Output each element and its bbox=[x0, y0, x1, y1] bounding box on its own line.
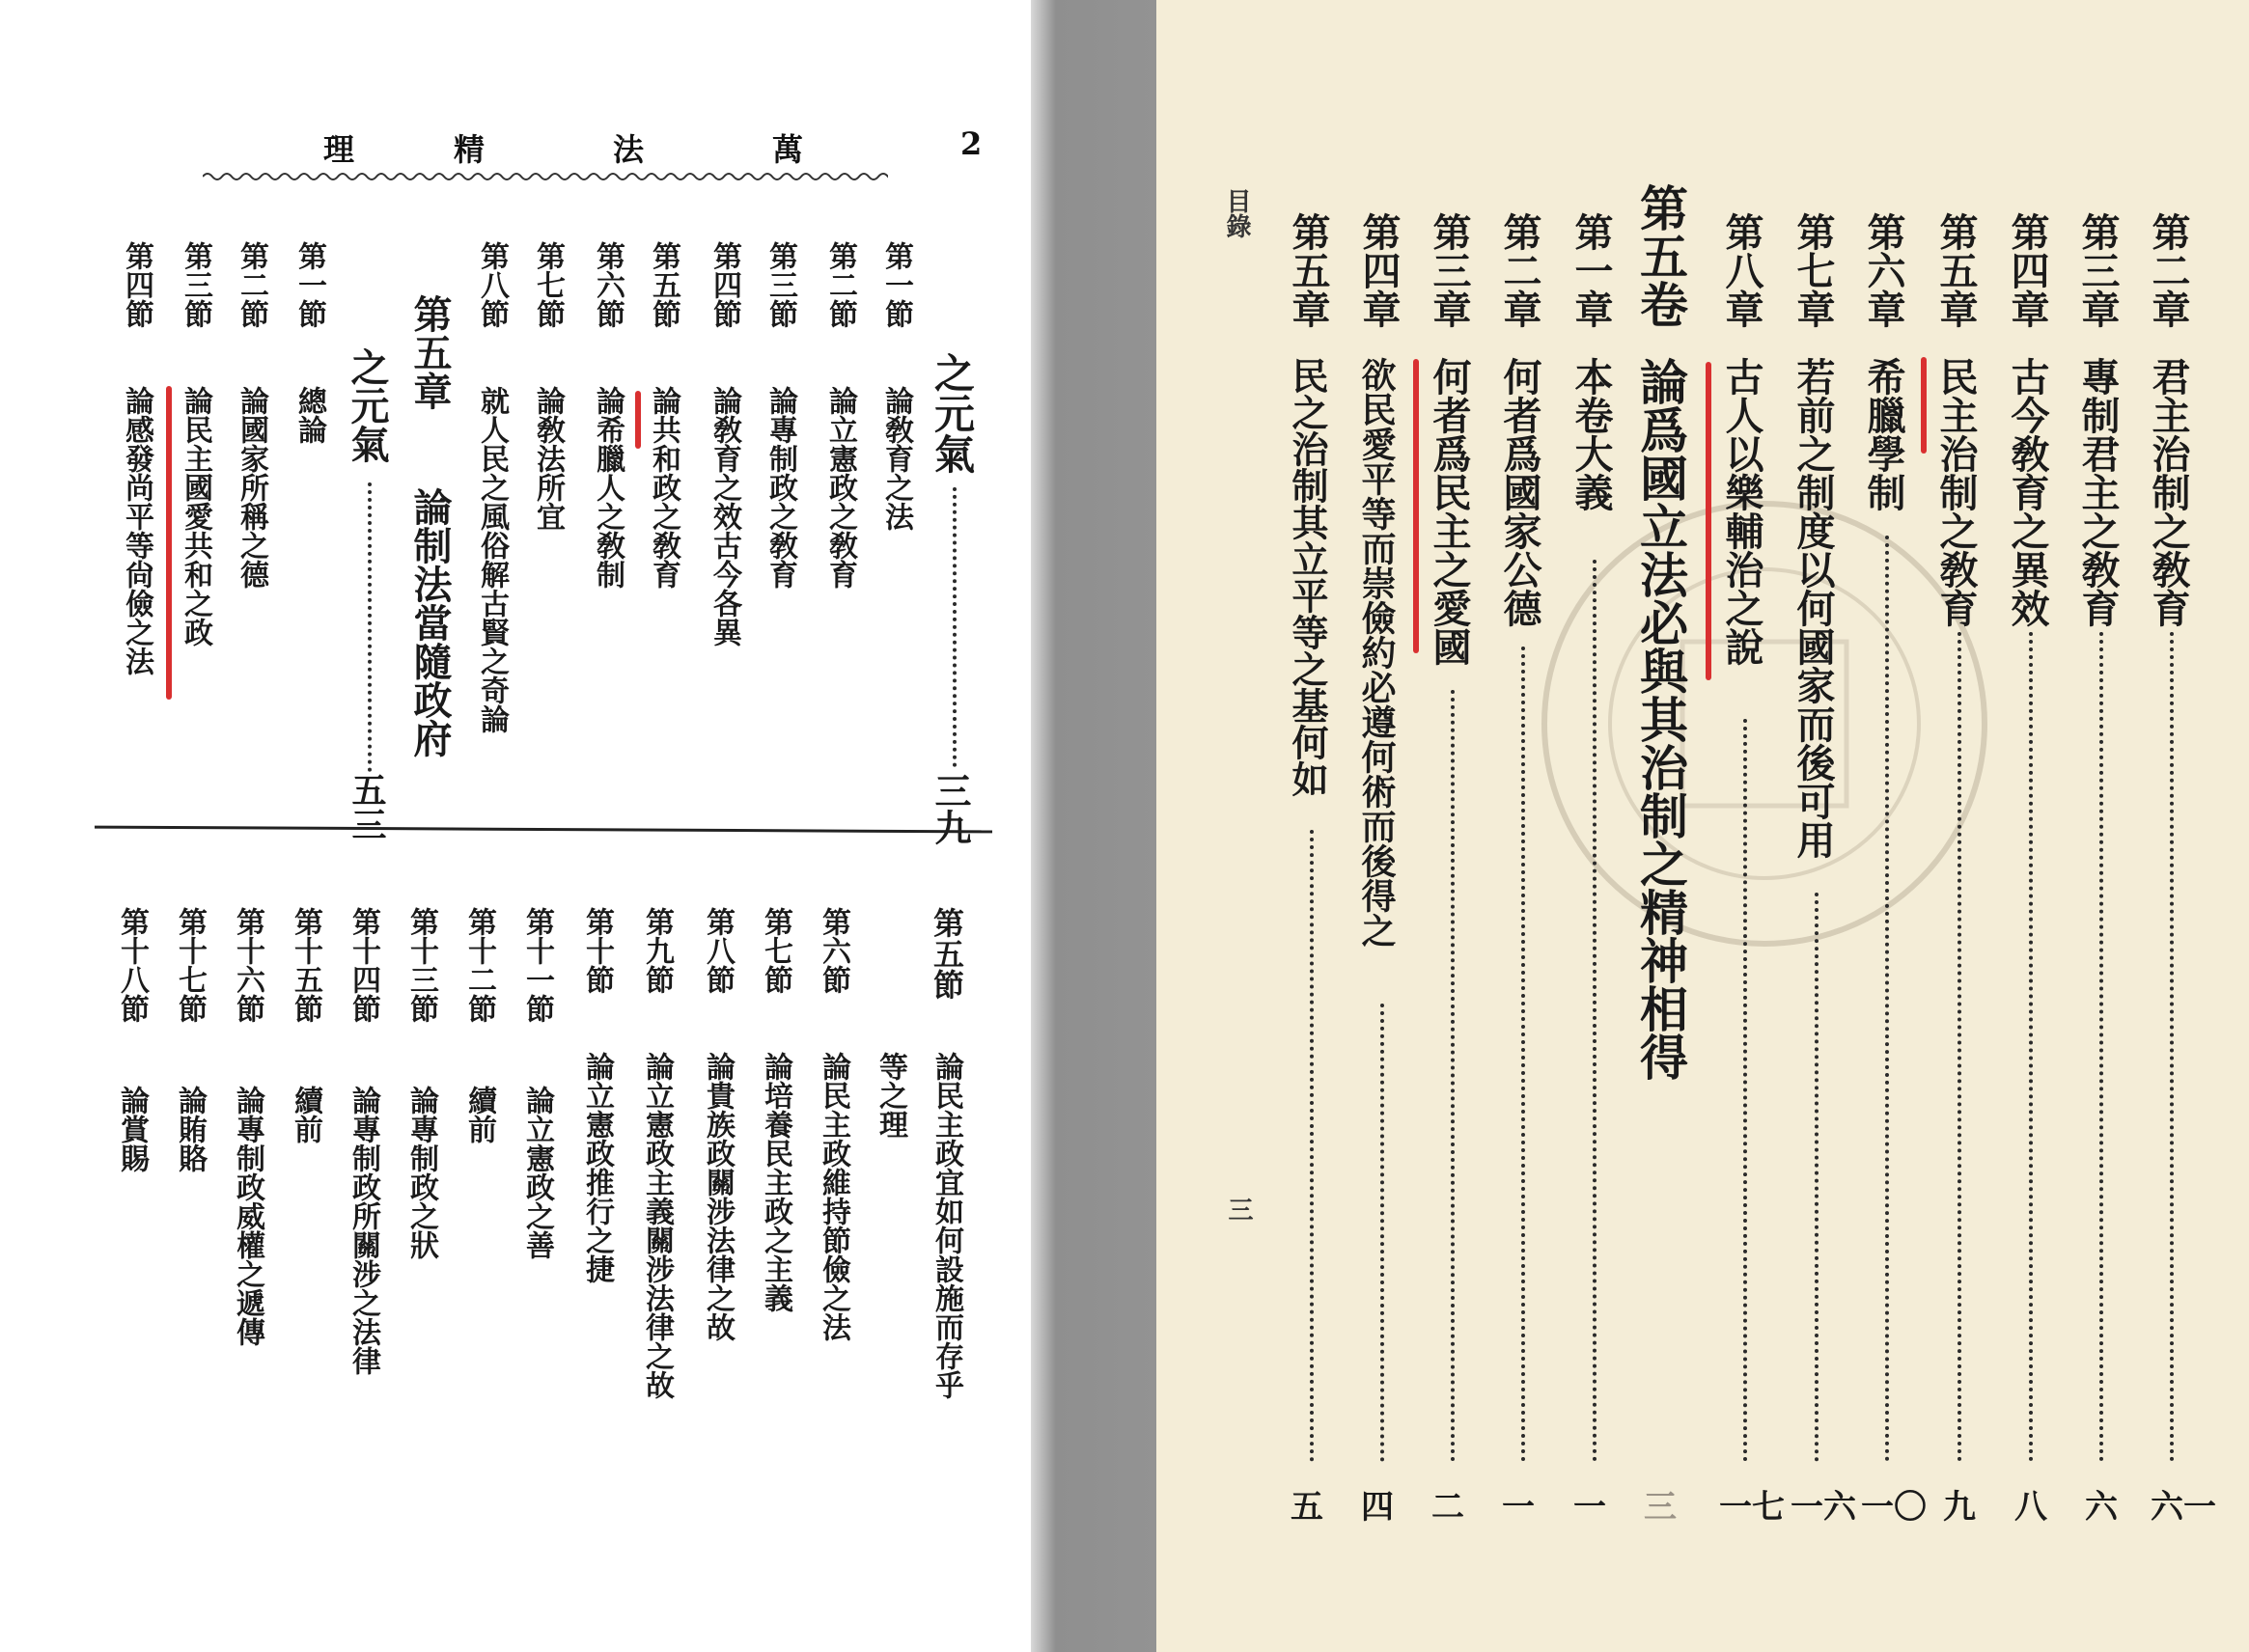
leader-dots bbox=[1593, 560, 1597, 1462]
section-title: 論敎育之法 bbox=[879, 386, 913, 531]
chapter-label: 第五章 bbox=[1933, 212, 1979, 328]
chapter-title: 何者爲國家公德 bbox=[1497, 357, 1542, 627]
section-label: 第十七節 bbox=[173, 907, 207, 1023]
section-title: 續前 bbox=[289, 1086, 322, 1143]
leader-dots bbox=[368, 482, 372, 772]
page-ref: 六一 bbox=[2151, 1488, 2216, 1527]
section-label: 第十五節 bbox=[289, 907, 322, 1023]
margin-label: 目錄 bbox=[1222, 188, 1251, 238]
section-label: 第七節 bbox=[531, 241, 565, 328]
chapter-title: 民主治制之敎育 bbox=[1933, 357, 1979, 627]
section-label: 第四節 bbox=[120, 241, 153, 328]
section-label: 第七節 bbox=[759, 907, 792, 994]
chapter-title: 專制君主之敎育 bbox=[2075, 357, 2121, 627]
chapter-label: 第四章 bbox=[1356, 212, 1402, 328]
section-title: 論敎法所宜 bbox=[531, 386, 565, 531]
page-ref: 一七 bbox=[1719, 1488, 1785, 1527]
leader-dots bbox=[1957, 632, 1961, 1462]
chapter-label: 第四章 bbox=[2005, 212, 2050, 328]
section-title: 論培養民主政之主義 bbox=[759, 1052, 792, 1312]
volume-label: 第五卷 bbox=[1632, 183, 1689, 328]
leader-dots bbox=[1380, 1004, 1384, 1462]
running-title-char-4: 理 bbox=[323, 131, 355, 168]
section-title: 論立憲政之善 bbox=[520, 1086, 554, 1259]
section-title: 論感發尚平等尙儉之法 bbox=[120, 386, 153, 675]
section-title-continuation: 等之理 bbox=[874, 1052, 907, 1139]
page-ref: 五 bbox=[1291, 1488, 1323, 1527]
highlight-mark bbox=[1706, 362, 1711, 680]
page-ref: 五三 bbox=[347, 772, 387, 841]
leader-dots bbox=[1743, 719, 1747, 1462]
section-title: 論立憲政主義關涉法律之故 bbox=[640, 1052, 674, 1399]
leader-dots bbox=[953, 487, 957, 767]
leader-dots bbox=[2029, 632, 2033, 1462]
section-label: 第八節 bbox=[701, 907, 735, 994]
chapter-label: 第五章 bbox=[1286, 212, 1331, 328]
highlight-mark bbox=[1413, 359, 1419, 653]
page-ref: 六 bbox=[2085, 1488, 2118, 1527]
chapter-label: 第二章 bbox=[2146, 212, 2191, 328]
section-label: 第八節 bbox=[475, 241, 509, 328]
section-label: 第十二節 bbox=[462, 907, 496, 1023]
section-label: 第二節 bbox=[823, 241, 857, 328]
section-title: 論貴族政關涉法律之故 bbox=[701, 1052, 735, 1341]
page-ref: 一〇 bbox=[1861, 1488, 1927, 1527]
chapter-title: 古今敎育之異效 bbox=[2005, 357, 2050, 627]
section-label: 第二節 bbox=[235, 241, 268, 328]
section-label: 第五節 bbox=[647, 241, 680, 328]
leader-dots bbox=[1451, 690, 1455, 1462]
section-label: 第三節 bbox=[179, 241, 212, 328]
chapter-title: 君主治制之敎育 bbox=[2146, 357, 2191, 627]
section-label: 第三節 bbox=[764, 241, 797, 328]
section-title: 論專制政所關涉之法律 bbox=[347, 1086, 380, 1375]
section-title: 就人民之風俗解古賢之奇論 bbox=[475, 386, 509, 733]
section-label: 第十三節 bbox=[404, 907, 438, 1023]
section-label: 第九節 bbox=[640, 907, 674, 994]
chapter-label: 第一章 bbox=[1569, 212, 1614, 328]
section-title: 論敎育之效古今各異 bbox=[708, 386, 741, 647]
section-title: 續前 bbox=[462, 1086, 496, 1143]
chapter-title-continuation: 之元氣 bbox=[345, 347, 390, 463]
highlight-mark bbox=[635, 391, 641, 449]
running-title-char-3: 精 bbox=[454, 131, 486, 168]
section-label: 第一節 bbox=[879, 241, 913, 328]
chapter-label: 第二章 bbox=[1497, 212, 1542, 328]
page-ref: 九 bbox=[1943, 1488, 1976, 1527]
section-label: 第十八節 bbox=[115, 907, 149, 1023]
chapter-title: 論制法當隨政府 bbox=[407, 487, 453, 757]
section-title: 論民主政維持節儉之法 bbox=[817, 1052, 850, 1341]
chapter-title: 民之治制其立平等之基何如 bbox=[1286, 357, 1329, 797]
section-label: 第六節 bbox=[591, 241, 625, 328]
section-title: 論民主政宜如何設施而存乎 bbox=[930, 1052, 963, 1399]
section-title: 論共和政之敎育 bbox=[647, 386, 680, 589]
section-label: 第十六節 bbox=[231, 907, 264, 1023]
section-label: 第四節 bbox=[708, 241, 741, 328]
leader-dots bbox=[2099, 632, 2103, 1462]
highlight-mark bbox=[1921, 357, 1927, 454]
chapter-title: 若前之制度以何國家而後可用 bbox=[1791, 357, 1836, 859]
header-wavy-rule bbox=[203, 170, 888, 183]
leader-dots bbox=[1521, 647, 1525, 1462]
section-title: 論專制政之狀 bbox=[404, 1086, 438, 1259]
section-title: 總論 bbox=[292, 386, 326, 444]
left-page bbox=[0, 0, 1031, 1652]
page-ref: 二 bbox=[1431, 1488, 1464, 1527]
running-title-char-2: 法 bbox=[613, 131, 645, 168]
chapter-label: 第五章 bbox=[407, 294, 453, 410]
highlight-mark bbox=[166, 386, 172, 700]
section-title: 論專制政之敎育 bbox=[764, 386, 797, 589]
leader-dots bbox=[1310, 830, 1314, 1462]
chapter-title: 希臘學制 bbox=[1861, 357, 1906, 511]
section-label: 第十一節 bbox=[520, 907, 554, 1023]
section-title: 論國家所稱之德 bbox=[235, 386, 268, 589]
page-ref: 三 bbox=[1644, 1488, 1677, 1527]
section-label: 第十節 bbox=[580, 907, 614, 994]
section-title: 論民主國愛共和之政 bbox=[179, 386, 212, 647]
right-page bbox=[1156, 0, 2249, 1652]
section-label: 第十四節 bbox=[347, 907, 380, 1023]
section-title: 論賄賂 bbox=[173, 1086, 207, 1172]
leader-dots bbox=[2170, 632, 2174, 1462]
page-ref: 八 bbox=[2014, 1488, 2047, 1527]
chapter-title: 何者爲民主之愛國 bbox=[1427, 357, 1472, 666]
section-title: 論希臘人之敎制 bbox=[591, 386, 625, 589]
page-number: 2 bbox=[960, 125, 983, 162]
chapter-label: 第三章 bbox=[1427, 212, 1472, 328]
page-ref: 一 bbox=[1573, 1488, 1606, 1527]
leader-dots bbox=[1885, 536, 1889, 1462]
chapter-label: 第七章 bbox=[1791, 212, 1836, 328]
book-gutter bbox=[1031, 0, 1156, 1652]
section-label: 第五節 bbox=[929, 907, 965, 1000]
chapter-label: 第八章 bbox=[1719, 212, 1764, 328]
section-title: 論賞賜 bbox=[115, 1086, 149, 1172]
section-title: 論立憲政之敎育 bbox=[823, 386, 857, 589]
chapter-label: 第六章 bbox=[1861, 212, 1906, 328]
section-label: 第一節 bbox=[292, 241, 326, 328]
section-title: 論立憲政推行之捷 bbox=[580, 1052, 614, 1283]
page-ref: 三九 bbox=[929, 772, 972, 845]
folio: 三 bbox=[1224, 1197, 1253, 1222]
section-title: 論專制政威權之遞傳 bbox=[231, 1086, 264, 1346]
library-stamp bbox=[1538, 497, 1991, 950]
page-ref: 四 bbox=[1361, 1488, 1394, 1527]
entry-continuation: 之元氣 bbox=[929, 352, 976, 474]
chapter-title: 欲民愛平等而崇儉約必遵何術而後得之 bbox=[1356, 357, 1397, 948]
chapter-label: 第三章 bbox=[2075, 212, 2121, 328]
section-divider bbox=[95, 826, 992, 834]
page-ref: 一 bbox=[1502, 1488, 1535, 1527]
leader-dots bbox=[1815, 893, 1819, 1462]
chapter-title: 古人以樂輔治之說 bbox=[1719, 357, 1764, 666]
running-title-char-1: 萬 bbox=[772, 131, 804, 168]
volume-title: 論爲國立法必與其治制之精神相得 bbox=[1632, 357, 1689, 1081]
page-ref: 一六 bbox=[1791, 1488, 1856, 1527]
chapter-title: 本卷大義 bbox=[1569, 357, 1614, 511]
section-label: 第六節 bbox=[817, 907, 850, 994]
